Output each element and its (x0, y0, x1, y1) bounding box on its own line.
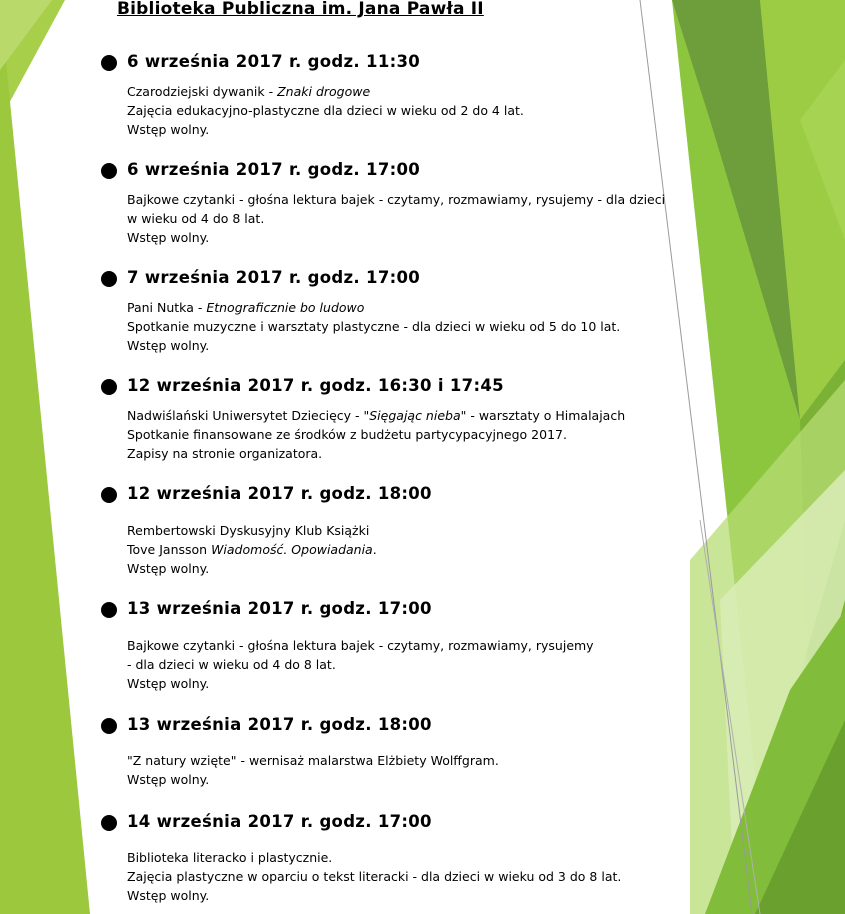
event-date: 6 września 2017 r. godz. 11:30 (127, 52, 421, 71)
event-header (101, 482, 691, 506)
event-date: 14 września 2017 r. godz. 17:00 (127, 812, 432, 831)
bullet-icon (101, 379, 117, 395)
event-date: 6 września 2017 r. godz. 17:00 (127, 160, 421, 179)
bullet-icon (101, 602, 117, 618)
bullet-icon (101, 163, 117, 179)
bullet-icon (101, 815, 117, 831)
event-header (101, 50, 691, 74)
event-header (101, 597, 691, 621)
description-line: Wstęp wolny. (127, 772, 210, 787)
event-item (101, 482, 691, 578)
description-line: Pani Nutka - Etnograficznie bo ludowo (127, 300, 365, 315)
event-header (101, 713, 691, 737)
event-date: 7 września 2017 r. godz. 17:00 (127, 268, 421, 287)
event-item (101, 50, 691, 139)
event-description (127, 82, 691, 139)
event-description (127, 848, 691, 905)
description-line: Wstęp wolny. (127, 561, 210, 576)
description-line: - dla dzieci w wieku od 4 do 8 lat. (127, 657, 336, 672)
event-description (127, 521, 691, 578)
description-line: Wstęp wolny. (127, 230, 210, 245)
page-title: Biblioteka Publiczna im. Jana Pawła II (117, 0, 484, 19)
description-line: Czarodziejski dywanik - Znaki drogowe (127, 84, 371, 99)
event-item (101, 597, 691, 693)
bullet-icon (101, 718, 117, 734)
description-line: Wstęp wolny. (127, 338, 210, 353)
bullet-icon (101, 271, 117, 287)
description-line: w wieku od 4 do 8 lat. (127, 211, 265, 226)
event-description (127, 190, 691, 247)
description-line: "Z natury wzięte" - wernisaż malarstwa Elżbiety Wolffgram. (127, 753, 499, 768)
description-line: Spotkanie muzyczne i warsztaty plastyczne - dla dzieci w wieku od 5 do 10 lat. (127, 319, 621, 334)
description-line: Bajkowe czytanki - głośna lektura bajek - czytamy, rozmawiamy, rysujemy - dla dzieci (127, 192, 666, 207)
event-description (127, 636, 691, 693)
event-date: 12 września 2017 r. godz. 18:00 (127, 484, 432, 503)
description-line: Wstęp wolny. (127, 122, 210, 137)
event-header (101, 266, 691, 290)
event-header (101, 810, 691, 834)
event-description (127, 298, 691, 355)
description-line: Bajkowe czytanki - głośna lektura bajek - czytamy, rozmawiamy, rysujemy (127, 638, 594, 653)
event-item (101, 713, 691, 789)
event-header (101, 158, 691, 182)
description-line: Wstęp wolny. (127, 676, 210, 691)
event-item (101, 266, 691, 355)
event-date: 12 września 2017 r. godz. 16:30 i 17:45 (127, 376, 504, 395)
description-line: Zajęcia edukacyjno-plastyczne dla dzieci w wieku od 2 do 4 lat. (127, 103, 524, 118)
description-line: Nadwiślański Uniwersytet Dziecięcy - "Sięgając nieba" - warsztaty o Himalajach (127, 408, 626, 423)
event-item (101, 374, 691, 463)
event-header (101, 374, 691, 398)
bullet-icon (101, 55, 117, 71)
event-item (101, 158, 691, 247)
event-description (127, 751, 691, 789)
event-description (127, 406, 691, 463)
event-date: 13 września 2017 r. godz. 17:00 (127, 599, 432, 618)
description-line: Spotkanie finansowane ze środków z budżetu partycypacyjnego 2017. (127, 427, 567, 442)
event-date: 13 września 2017 r. godz. 18:00 (127, 715, 432, 734)
description-line: Zajęcia plastyczne w oparciu o tekst literacki - dla dzieci w wieku od 3 do 8 lat. (127, 869, 622, 884)
description-line: Wstęp wolny. (127, 888, 210, 903)
description-line: Zapisy na stronie organizatora. (127, 446, 323, 461)
description-line: Biblioteka literacko i plastycznie. (127, 850, 333, 865)
event-item (101, 810, 691, 905)
description-line: Tove Jansson Wiadomość. Opowiadania. (127, 542, 377, 557)
description-line: Rembertowski Dyskusyjny Klub Książki (127, 523, 370, 538)
bullet-icon (101, 487, 117, 503)
